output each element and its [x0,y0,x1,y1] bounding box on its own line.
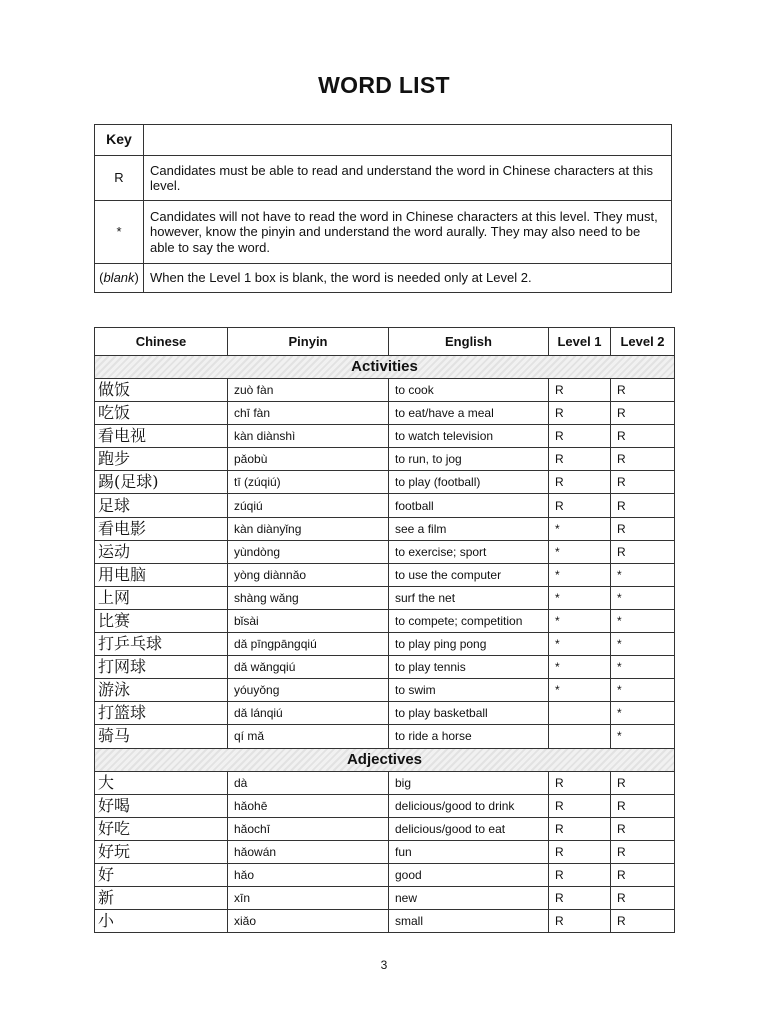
english-cell: small [389,910,549,933]
level-2-cell: R [611,517,675,540]
chinese-cell: 小 [95,910,228,933]
level-1-cell: R [549,471,611,494]
level-1-cell: R [549,771,611,794]
chinese-cell: 好 [95,863,228,886]
level-2-cell: * [611,725,675,748]
chinese-cell: 跑步 [95,448,228,471]
level-1-cell: R [549,379,611,402]
level-2-cell: R [611,840,675,863]
pinyin-cell: qí mǎ [228,725,389,748]
chinese-cell: 好喝 [95,794,228,817]
chinese-cell: 做饭 [95,379,228,402]
key-symbol: * [95,201,144,264]
chinese-cell: 上网 [95,586,228,609]
section-header: Adjectives [95,748,675,771]
pinyin-cell: chī fàn [228,402,389,425]
chinese-cell: 比赛 [95,609,228,632]
table-row [95,840,675,863]
key-description: Candidates must be able to read and understand the word in Chinese characters at this level. [144,156,672,201]
table-row [95,633,675,656]
table-row [95,886,675,909]
chinese-cell: 足球 [95,494,228,517]
english-cell: new [389,886,549,909]
key-description: When the Level 1 box is blank, the word is needed only at Level 2. [144,264,672,293]
level-2-cell: R [611,471,675,494]
section-header: Activities [95,356,675,379]
level-2-cell: * [611,633,675,656]
table-row [95,586,675,609]
english-cell: to eat/have a meal [389,402,549,425]
pinyin-cell: xīn [228,886,389,909]
level-1-cell: R [549,794,611,817]
level-1-cell: * [549,633,611,656]
english-cell: big [389,771,549,794]
key-row [95,156,672,201]
level-1-cell: R [549,448,611,471]
level-2-cell: R [611,910,675,933]
english-cell: to play tennis [389,656,549,679]
level-1-cell: R [549,402,611,425]
page-title: WORD LIST [318,72,450,98]
chinese-cell: 看电影 [95,517,228,540]
pinyin-cell: dǎ pīngpāngqiú [228,633,389,656]
table-row [95,425,675,448]
level-1-cell: * [549,540,611,563]
chinese-cell: 好吃 [95,817,228,840]
english-cell: to swim [389,679,549,702]
level-1-cell: R [549,910,611,933]
table-row [95,794,675,817]
pinyin-cell: yóuyǒng [228,679,389,702]
level-1-cell: R [549,840,611,863]
level-1-cell: R [549,425,611,448]
table-row [95,702,675,725]
level-1-cell: * [549,586,611,609]
level-2-cell: * [611,586,675,609]
page-number: 3 [380,958,388,972]
table-row [95,725,675,748]
level-2-cell: R [611,886,675,909]
table-row [95,656,675,679]
key-symbol-blank: (blank) [95,264,144,293]
english-cell: good [389,863,549,886]
key-header: Key [95,125,144,156]
level-2-cell: R [611,494,675,517]
level-2-cell: R [611,448,675,471]
chinese-cell: 骑马 [95,725,228,748]
table-row [95,609,675,632]
english-cell: to compete; competition [389,609,549,632]
english-cell: to exercise; sport [389,540,549,563]
chinese-cell: 踢(足球) [95,471,228,494]
pinyin-cell: hǎochī [228,817,389,840]
key-table [94,124,672,293]
key-header-blank [144,125,672,156]
col-level-1: Level 1 [549,328,611,356]
key-row [95,201,672,264]
pinyin-cell: hǎohē [228,794,389,817]
english-cell: to watch television [389,425,549,448]
table-row [95,540,675,563]
level-1-cell: R [549,817,611,840]
chinese-cell: 运动 [95,540,228,563]
level-1-cell: R [549,886,611,909]
pinyin-cell: dǎ lánqiú [228,702,389,725]
col-level-2: Level 2 [611,328,675,356]
level-2-cell: * [611,702,675,725]
pinyin-cell: shàng wǎng [228,586,389,609]
english-cell: see a film [389,517,549,540]
key-description: Candidates will not have to read the word in Chinese characters at this level. They must, however, know the pinyin and understand the word aurally. They may also need to be able to say the word. [144,201,672,264]
level-2-cell: * [611,563,675,586]
col-english: English [389,328,549,356]
chinese-cell: 游泳 [95,679,228,702]
level-2-cell: R [611,771,675,794]
table-row [95,494,675,517]
english-cell: to play basketball [389,702,549,725]
pinyin-cell: bǐsài [228,609,389,632]
level-2-cell: R [611,379,675,402]
pinyin-cell: kàn diànyǐng [228,517,389,540]
level-1-cell: R [549,494,611,517]
table-row [95,817,675,840]
level-1-cell: * [549,679,611,702]
key-header-row [95,125,672,156]
level-1-cell [549,725,611,748]
chinese-cell: 用电脑 [95,563,228,586]
word-table [94,327,675,933]
english-cell: to ride a horse [389,725,549,748]
key-symbol: R [95,156,144,201]
english-cell: to use the computer [389,563,549,586]
key-row [95,264,672,293]
english-cell: football [389,494,549,517]
chinese-cell: 打篮球 [95,702,228,725]
table-row [95,448,675,471]
pinyin-cell: xiǎo [228,910,389,933]
level-1-cell: R [549,863,611,886]
english-cell: surf the net [389,586,549,609]
level-2-cell: R [611,794,675,817]
english-cell: delicious/good to eat [389,817,549,840]
level-1-cell: * [549,563,611,586]
level-1-cell: * [549,517,611,540]
section-header-row [95,748,675,771]
key-blank-label: blank [103,270,135,286]
pinyin-cell: zúqiú [228,494,389,517]
english-cell: to play (football) [389,471,549,494]
level-2-cell: * [611,679,675,702]
word-table-body [95,356,675,933]
pinyin-cell: yùndòng [228,540,389,563]
level-1-cell: * [549,609,611,632]
table-row [95,379,675,402]
english-cell: delicious/good to drink [389,794,549,817]
section-header-row [95,356,675,379]
level-1-cell: * [549,656,611,679]
english-cell: to run, to jog [389,448,549,471]
english-cell: to cook [389,379,549,402]
table-row [95,402,675,425]
level-1-cell [549,702,611,725]
level-2-cell: R [611,402,675,425]
level-2-cell: R [611,863,675,886]
pinyin-cell: pǎobù [228,448,389,471]
pinyin-cell: tī (zúqiú) [228,471,389,494]
col-chinese: Chinese [95,328,228,356]
chinese-cell: 吃饭 [95,402,228,425]
table-row [95,517,675,540]
pinyin-cell: dà [228,771,389,794]
chinese-cell: 看电视 [95,425,228,448]
pinyin-cell: kàn diànshì [228,425,389,448]
english-cell: to play ping pong [389,633,549,656]
level-2-cell: R [611,817,675,840]
pinyin-cell: hǎowán [228,840,389,863]
table-row [95,563,675,586]
level-2-cell: R [611,540,675,563]
table-row [95,679,675,702]
table-row [95,863,675,886]
english-cell: fun [389,840,549,863]
chinese-cell: 打网球 [95,656,228,679]
pinyin-cell: yòng diànnǎo [228,563,389,586]
pinyin-cell: hǎo [228,863,389,886]
level-2-cell: R [611,425,675,448]
chinese-cell: 新 [95,886,228,909]
pinyin-cell: zuò fàn [228,379,389,402]
level-2-cell: * [611,609,675,632]
table-row [95,910,675,933]
chinese-cell: 打乒乓球 [95,633,228,656]
pinyin-cell: dǎ wǎngqiú [228,656,389,679]
col-pinyin: Pinyin [228,328,389,356]
table-row [95,471,675,494]
chinese-cell: 好玩 [95,840,228,863]
word-table-header [95,328,675,356]
chinese-cell: 大 [95,771,228,794]
level-2-cell: * [611,656,675,679]
table-row [95,771,675,794]
